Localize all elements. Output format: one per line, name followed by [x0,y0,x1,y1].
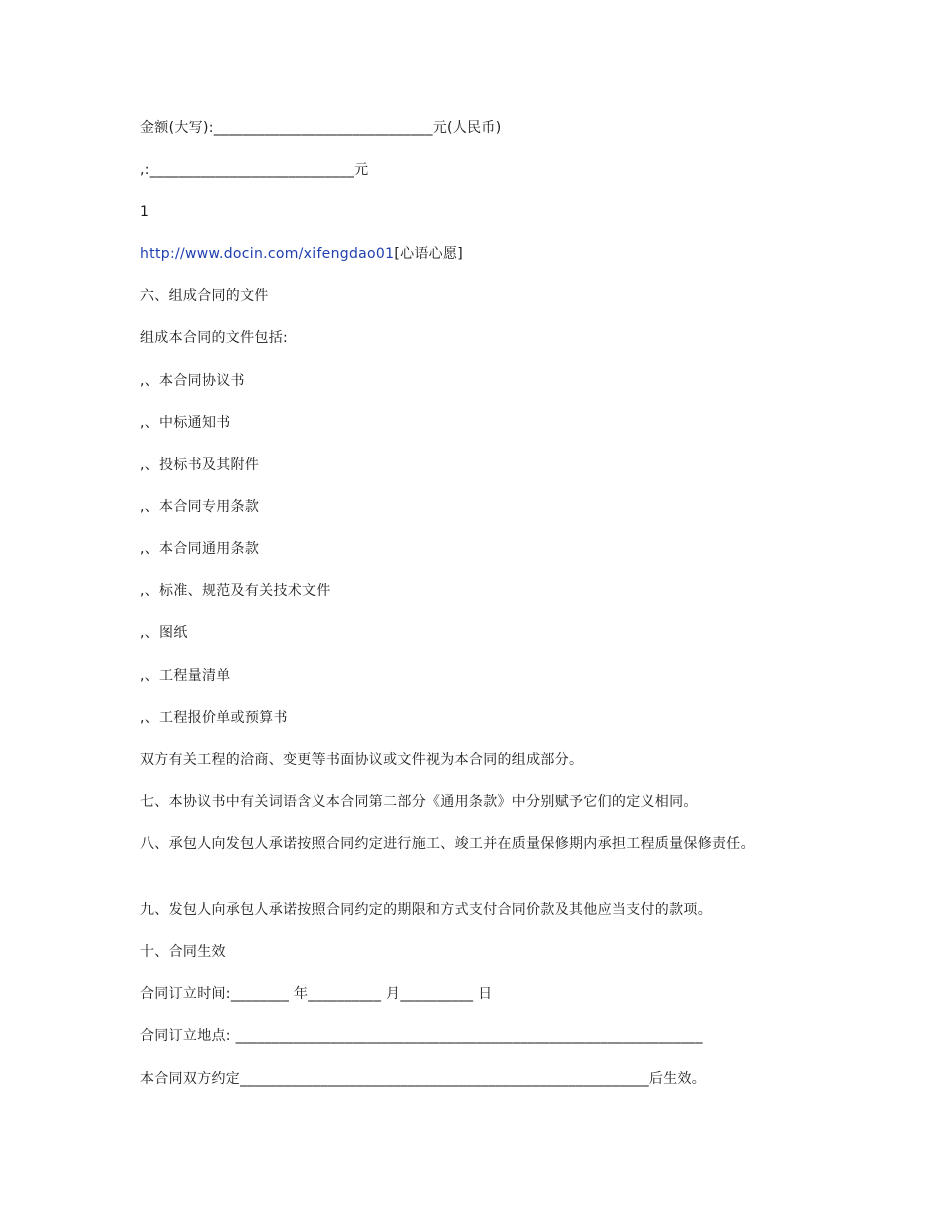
source-tag: [心语心愿] [394,246,464,262]
section6-item: ,、工程量清单 [140,668,231,684]
amount-upper-line: 金额(大写):______________________________元(人民币) [140,120,502,136]
amount-small-line: ,:____________________________元 [140,162,369,178]
effective-line: 本合同双方约定________________________________________________________后生效。 [140,1071,707,1087]
sign-place-line: 合同订立地点: ________________________________________________________________ [140,1028,703,1044]
section6-title: 六、组成合同的文件 [140,288,269,304]
section6-item: ,、标准、规范及有关技术文件 [140,583,331,599]
section9-text: 九、发包人向承包人承诺按照合同约定的期限和方式支付合同价款及其他应当支付的款项。 [140,902,712,918]
section6-item: ,、本合同专用条款 [140,499,260,515]
page-number: 1 [140,204,150,220]
section8-text: 八、承包人向发包人承诺按照合同约定进行施工、竣工并在质量保修期内承担工程质量保修责任。 [140,836,755,852]
section6-item: ,、投标书及其附件 [140,457,260,473]
section10-title: 十、合同生效 [140,944,226,960]
source-line [140,245,463,263]
section7-text: 七、本协议书中有关词语含义本合同第二部分《通用条款》中分别赋予它们的定义相同。 [140,794,698,810]
section6-item: ,、工程报价单或预算书 [140,710,288,726]
section6-item: ,、本合同通用条款 [140,541,260,557]
section6-intro: 组成本合同的文件包括: [140,330,289,346]
section6-note: 双方有关工程的洽商、变更等书面协议或文件视为本合同的组成部分。 [140,752,584,768]
section6-item: ,、图纸 [140,625,188,641]
sign-time-line: 合同订立时间:________ 年__________ 月__________ 日 [140,986,493,1002]
section6-item: ,、中标通知书 [140,415,231,431]
source-link[interactable]: http://www.docin.com/xifengdao01 [140,246,395,262]
section6-item: ,、本合同协议书 [140,373,245,389]
